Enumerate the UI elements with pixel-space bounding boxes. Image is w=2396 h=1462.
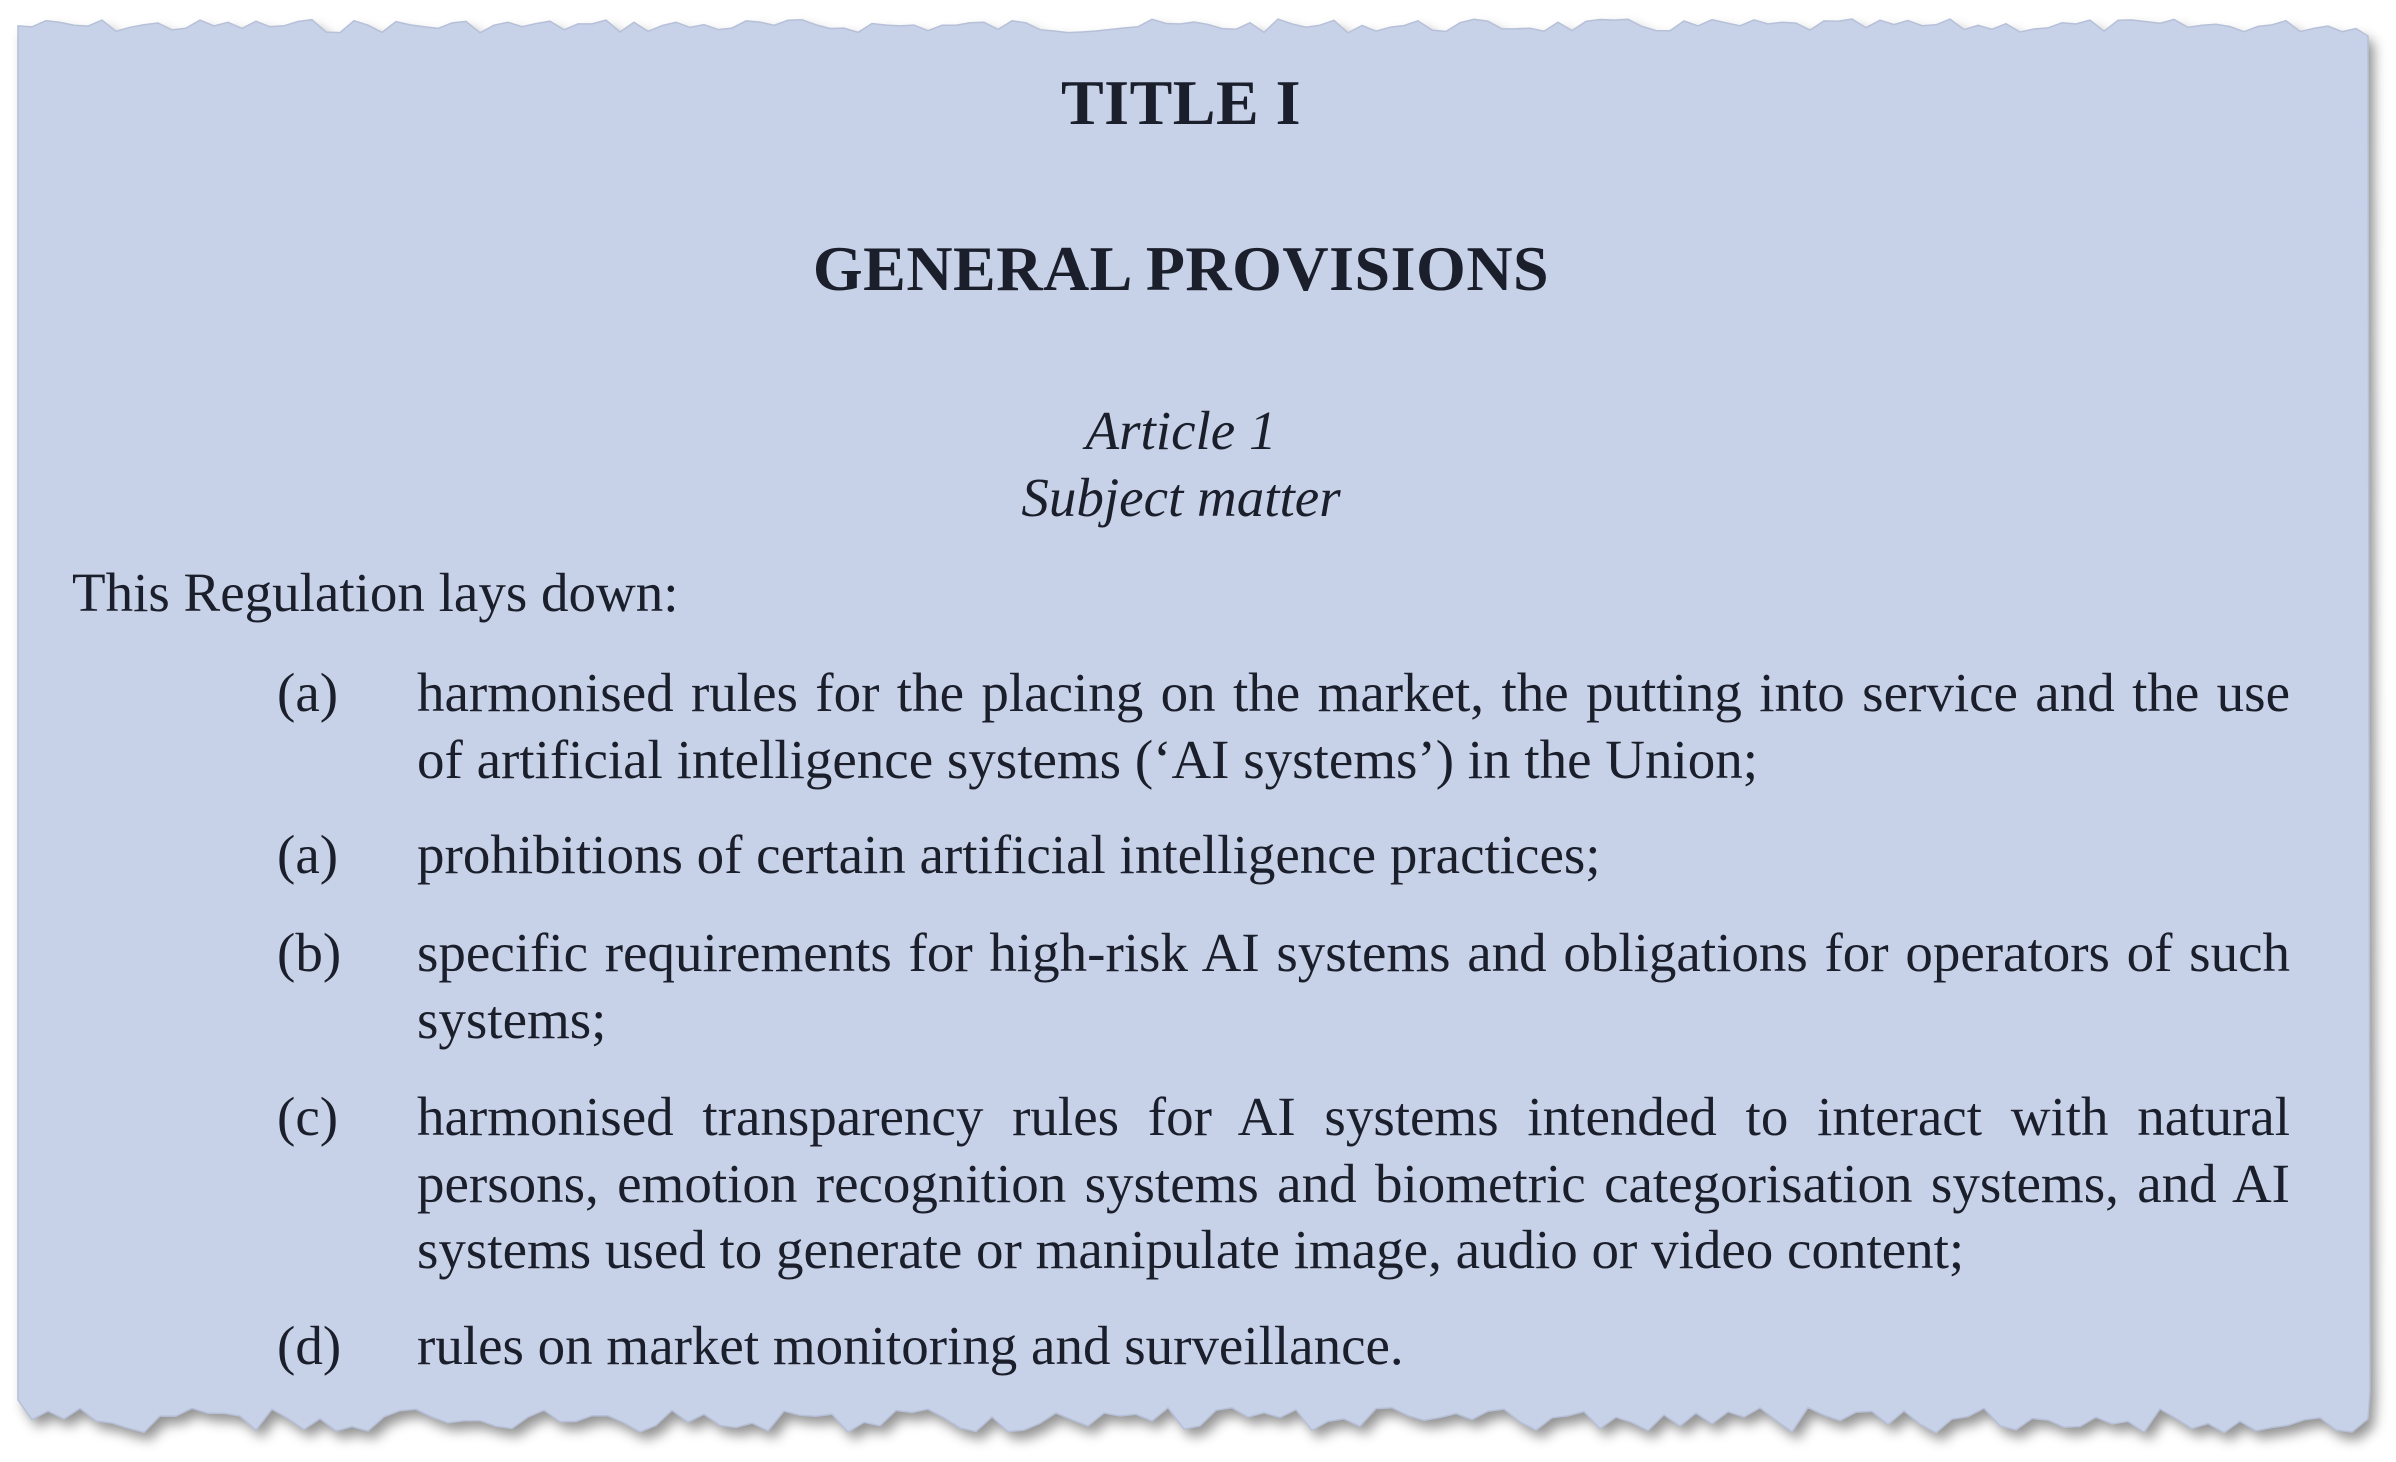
doc-title: TITLE I: [1060, 67, 1302, 138]
list-item-text: prohibitions of certain artificial intelligence practices;: [417, 824, 1601, 885]
list-item-label: (b): [277, 922, 342, 983]
list-item-label: (a): [277, 824, 339, 885]
list-item-text: rules on market monitoring and surveillance.: [417, 1315, 1404, 1376]
article-number: Article 1: [1085, 400, 1277, 461]
article-heading: Subject matter: [1021, 467, 1341, 528]
list-item-label: (c): [277, 1086, 339, 1147]
list-item-text: harmonised transparency rules for AI systems intended to interact with natural persons, emotion recognition systems and biometric categorisation systems, and AI systems used to generate or manipulate image, audio or video content;: [417, 1086, 2290, 1280]
list-item-text: harmonised rules for the placing on the market, the putting into service and the use of artificial intelligence systems (‘AI systems’) in the Union;: [417, 662, 2290, 790]
intro-text: This Regulation lays down:: [72, 562, 679, 623]
list-item-label: (d): [277, 1315, 342, 1376]
list-item-label: (a): [277, 662, 339, 723]
doc-subtitle: GENERAL PROVISIONS: [812, 233, 1550, 304]
list-item-text: specific requirements for high-risk AI systems and obligations for operators of such systems;: [417, 922, 2290, 1050]
